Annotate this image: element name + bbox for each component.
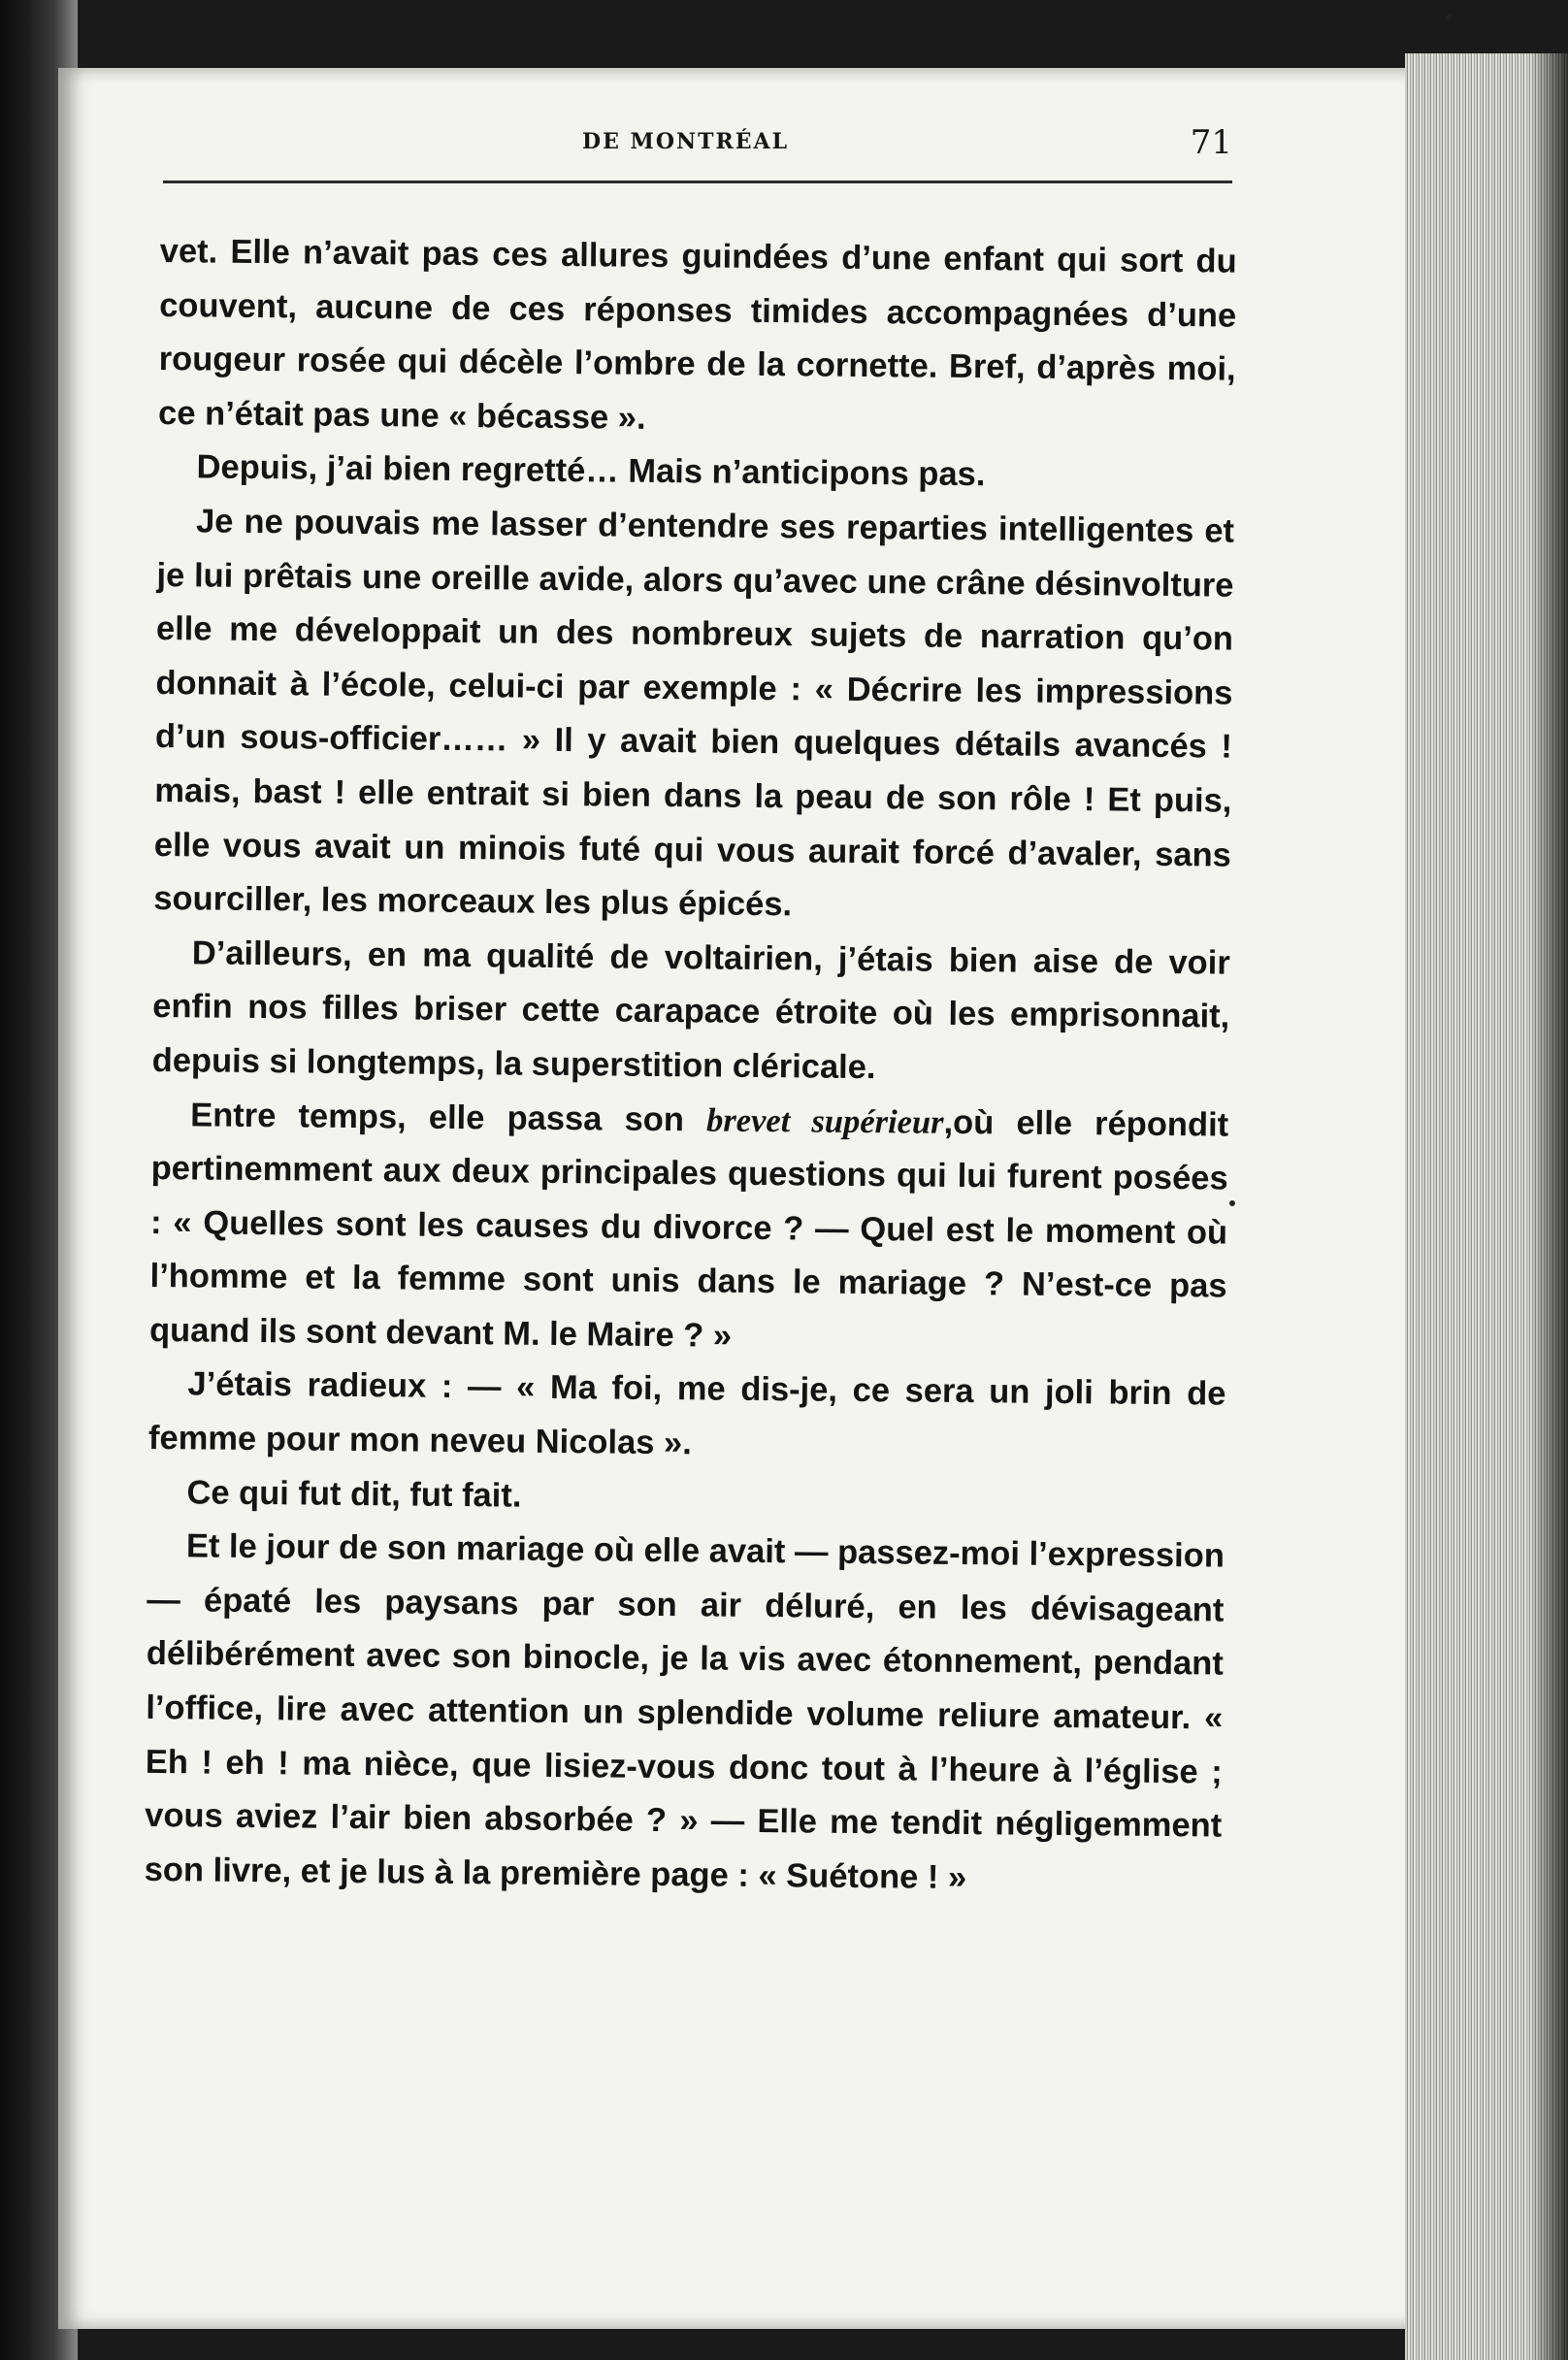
paragraph [149,1088,1229,1368]
page-edges [1405,53,1568,2360]
paragraph-text: ,où elle répondit pertinemment aux deux principales questions qui lui furent posées : « Quelles sont les causes du divorce ? — Quel est le moment où l’homme et la femme sont unis dans le mariage ? N’est-ce pas quand ils sont devant M. le Maire ? » [148,1103,1229,1355]
ink-speck [1229,1200,1235,1206]
paragraph: Ce qui fut dit, fut fait. [186,1473,522,1515]
paragraph: J’étais radieux : — « Ma foi, me dis-je, ce sera un joli brin de femme pour mon neveu Nicolas ». [147,1365,1226,1462]
page-header [165,121,1232,170]
paragraph: vet. Elle n’avait pas ces allures guindées d’une enfant qui sort du couvent, aucune de ces réponses timides accompagnées d’une rougeur rosée qui décèle l’ombre de la cornette. Bref, d’après moi, ce n’était pas une « bécasse ». [157,232,1237,437]
header-rule [163,180,1232,183]
body-text [144,225,1236,1908]
paragraph: Je ne pouvais me lasser d’entendre ses reparties intelligentes et je lui prêtais une oreille avide, alors qu’avec une crâne désinvolture elle me développait un des nombreux sujets de narration qu’on donnait à l’école, celui-ci par exemple : « Décrire les impressions d’un sous-officier…… » Il y avait bien quelques détails avancés ! mais, bast ! elle entrait si bien dans la peau de son rôle ! Et puis, elle vous avait un minois futé qui vous aurait forcé d’avaler, sans sourciller, les morceaux les plus épicés. [153,503,1235,924]
ink-speck [1446,15,1452,20]
running-title: DE MONTRÉAL [582,129,790,154]
paragraph: D’ailleurs, en ma qualité de voltairien, j’étais bien aise de voir enfin nos filles briser cette carapace étroite où les emprisonnait, depuis si longtemps, la superstition cléricale. [151,934,1230,1087]
page-number: 71 [1190,123,1232,162]
italic-phrase: brevet supérieur [705,1100,944,1141]
paragraph-text: Entre temps, elle passa son [190,1096,707,1138]
paragraph: Et le jour de son mariage où elle avait — passez-moi l’expression — épaté les paysans par son air déluré, en les dévisageant délibérément avec son binocle, je la vis avec étonnement, pendant l’office, lire avec attention un splendide volume reliure amateur. « Eh ! eh ! ma nièce, que lisiez-vous donc tout à l’heure à l’église ; vous aviez l’air bien absorbée ? » — Elle me tendit négligemment son livre, et je lus à la première page : « Suétone ! » [144,1527,1225,1896]
paragraph: Depuis, j’ai bien regretté… Mais n’anticipons pas. [196,448,986,494]
